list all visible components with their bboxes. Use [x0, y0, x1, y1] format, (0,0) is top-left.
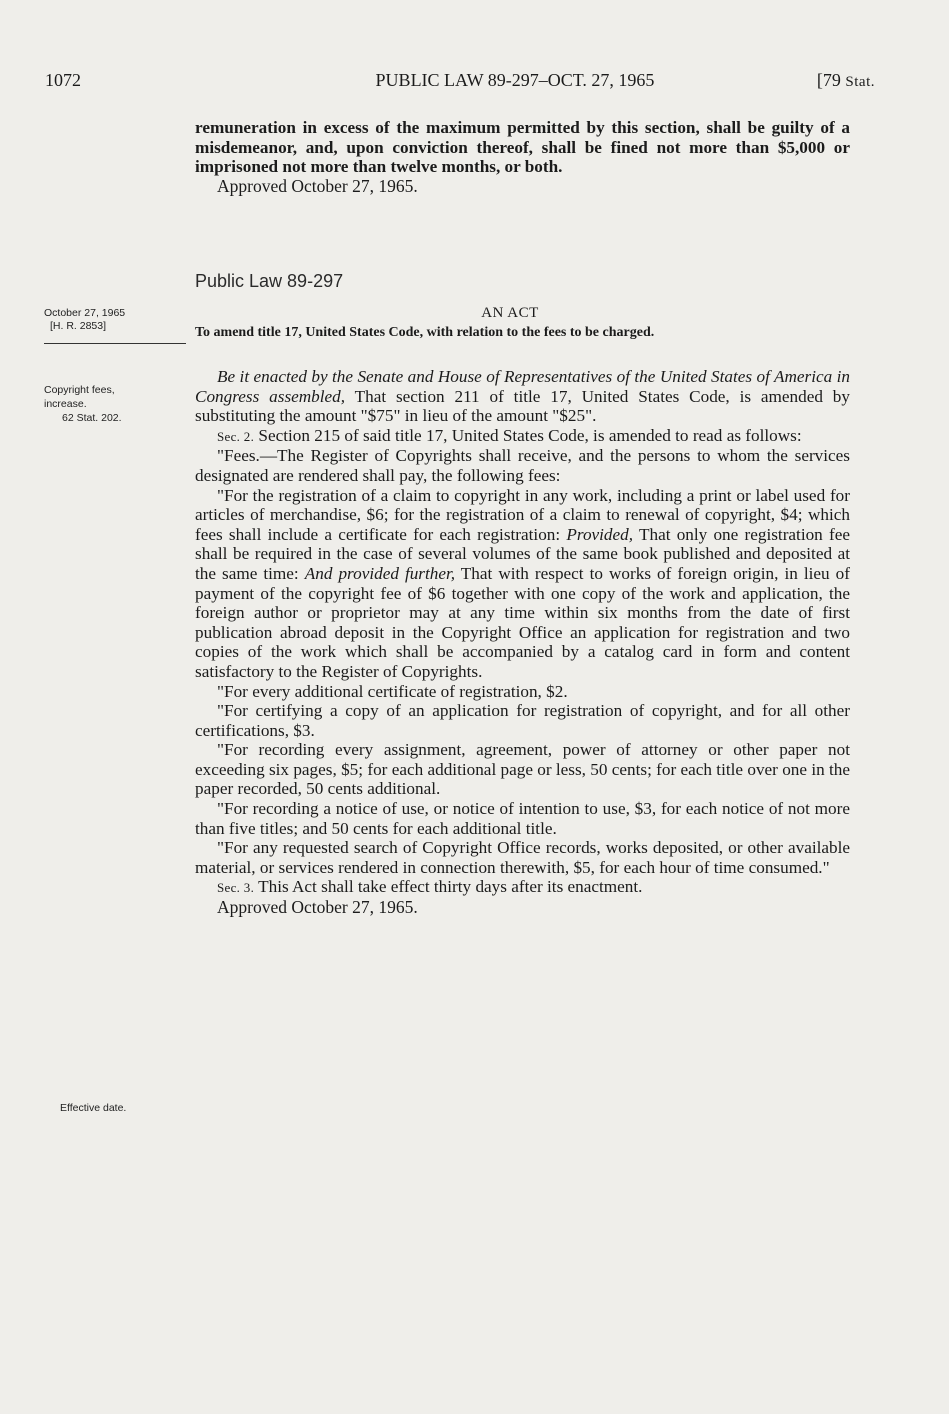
continued-paragraph: remuneration in excess of the maximum permitted by this section, shall be guilty of a misdemeanor, and, upon conviction thereof, shall be fined not more than $5,000 or imprisoned not more than twelve months, or both.	[195, 118, 850, 177]
margin-subject-3: 62 Stat. 202.	[62, 412, 122, 424]
act-body	[195, 367, 850, 918]
certifying-paragraph: "For certifying a copy of an application for registration of copyright, and for all other certifications, $3.	[195, 701, 850, 740]
registration-c: That with respect to works of foreign origin, in lieu of payment of the copyright fee of $6 together with one copy of the work and application, the foreign author or proprietor may at any time within six months from the date of first publication abroad deposit in the Copyright Office an application for registration and two copies of the work which shall be accompanied by a catalog card in form and content satisfactory to the Register of Copyrights.	[195, 563, 850, 681]
volume-prefix: [79	[816, 70, 846, 90]
section-2-text: Section 215 of said title 17, United States Code, is amended to read as follows:	[254, 425, 802, 445]
page-number: 1072	[45, 70, 81, 90]
page-header	[45, 70, 875, 96]
registration-a: "For the registration of a claim to copyright in any work, including a print or label used for articles of merchandise, $6; for the registration of a claim to renewal of copyright, $4; which fees shall include a certificate for each registration:	[195, 485, 850, 544]
fees-paragraph	[195, 446, 850, 485]
act-purpose: To amend title 17, United States Code, with relation to the fees to be charged.	[195, 325, 655, 340]
volume-suffix: Stat.	[845, 74, 875, 90]
margin-subject-2: increase.	[44, 398, 87, 410]
act-label: AN ACT	[481, 305, 539, 321]
margin-date: October 27, 1965	[44, 307, 126, 319]
section-2	[195, 426, 850, 447]
registration-b: That only one registration fee shall be required in the case of several volumes of the same book published and deposited at the same time:	[195, 524, 850, 583]
registration-paragraph	[195, 486, 850, 682]
section-3-text: This Act shall take effect thirty days after its enactment.	[254, 877, 643, 897]
enacting-italic: Be it enacted by the Senate and House of Representatives of the United States of America in Congress assembled,	[195, 367, 850, 406]
approved-line-1: Approved October 27, 1965.	[217, 175, 418, 196]
volume-reference	[817, 70, 875, 91]
notice-paragraph: "For recording a notice of use, or notice of intention to use, $3, for each notice of not more than five titles; and 50 cents for each additional title.	[195, 799, 850, 838]
margin-bill-number: [H. R. 2853]	[50, 320, 107, 332]
provided-further-italic: And provided further,	[304, 563, 456, 583]
fees-text: —The Register of Copyrights shall receive, and the persons to whom the services designated are rendered shall pay, the following fees:	[195, 446, 850, 485]
search-paragraph: "For any requested search of Copyright Office records, works deposited, or other available material, or services rendered in connection therewith, $5, for each hour of time consumed."	[195, 838, 850, 877]
margin-rule	[44, 343, 186, 344]
margin-subject-1: Copyright fees,	[44, 384, 115, 396]
recording-paragraph: "For recording every assignment, agreement, power of attorney or other paper not exceeding six pages, $5; for each additional page or less, 50 cents; for each title over one in the paper recorded, 50 cents additional.	[195, 740, 850, 799]
section-3	[195, 877, 850, 898]
margin-effective-date: Effective date.	[60, 1102, 127, 1114]
continued-section	[195, 118, 850, 196]
enacting-rest: That section 211 of title 17, United States Code, is amended by substituting the amount "$75" in lieu of the amount "$25".	[195, 386, 850, 426]
enacting-clause	[195, 367, 850, 426]
approved-line-2: Approved October 27, 1965.	[217, 897, 418, 918]
public-law-title: Public Law 89-297	[195, 271, 344, 291]
section-2-label: Sec. 2.	[217, 428, 255, 444]
fees-open: "Fees.	[217, 446, 260, 466]
additional-certificate-paragraph: "For every additional certificate of registration, $2.	[217, 681, 568, 701]
running-title: PUBLIC LAW 89-297–OCT. 27, 1965	[375, 70, 655, 90]
section-3-label: Sec. 3.	[217, 880, 255, 896]
provided-italic: Provided,	[566, 524, 634, 544]
